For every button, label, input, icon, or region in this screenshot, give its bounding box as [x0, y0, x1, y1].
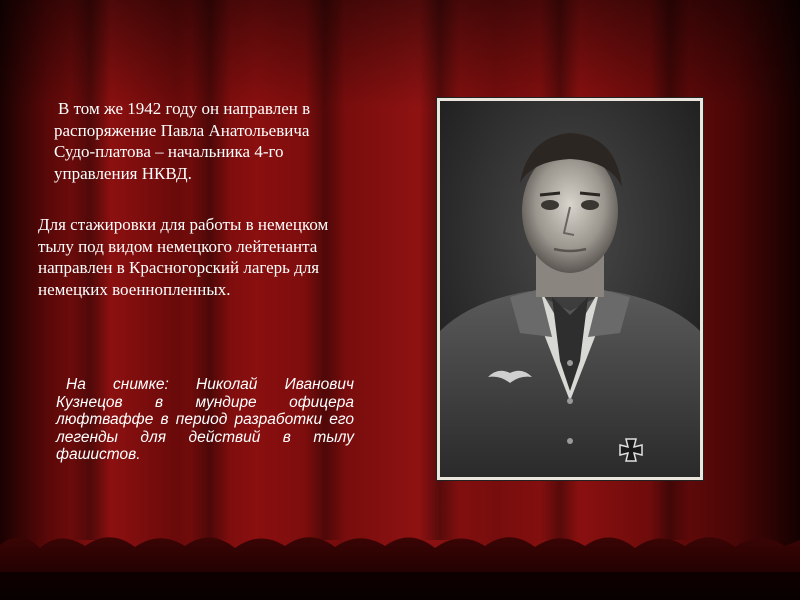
photo-caption-text: На снимке: Николай Иванович Кузнецов в мундире офицера люфтваффе в период разработки его легенды для действий в тылу фашистов.: [56, 376, 354, 463]
portrait-image: [440, 101, 700, 477]
paragraph-internship: [38, 214, 348, 300]
paragraph-internship-text: Для стажировки для работы в немецком тылу под видом немецкого лейтенанта направлен в Красногорский лагерь для немецких военнопленных.: [38, 215, 329, 299]
portrait-photo: [437, 98, 703, 480]
paragraph-appointment: [54, 98, 354, 184]
paragraph-appointment-text: В том же 1942 году он направлен в распоряжение Павла Анатольевича Судо-платова – начальника 4-го управления НКВД.: [54, 99, 311, 183]
photo-caption: [56, 376, 354, 464]
